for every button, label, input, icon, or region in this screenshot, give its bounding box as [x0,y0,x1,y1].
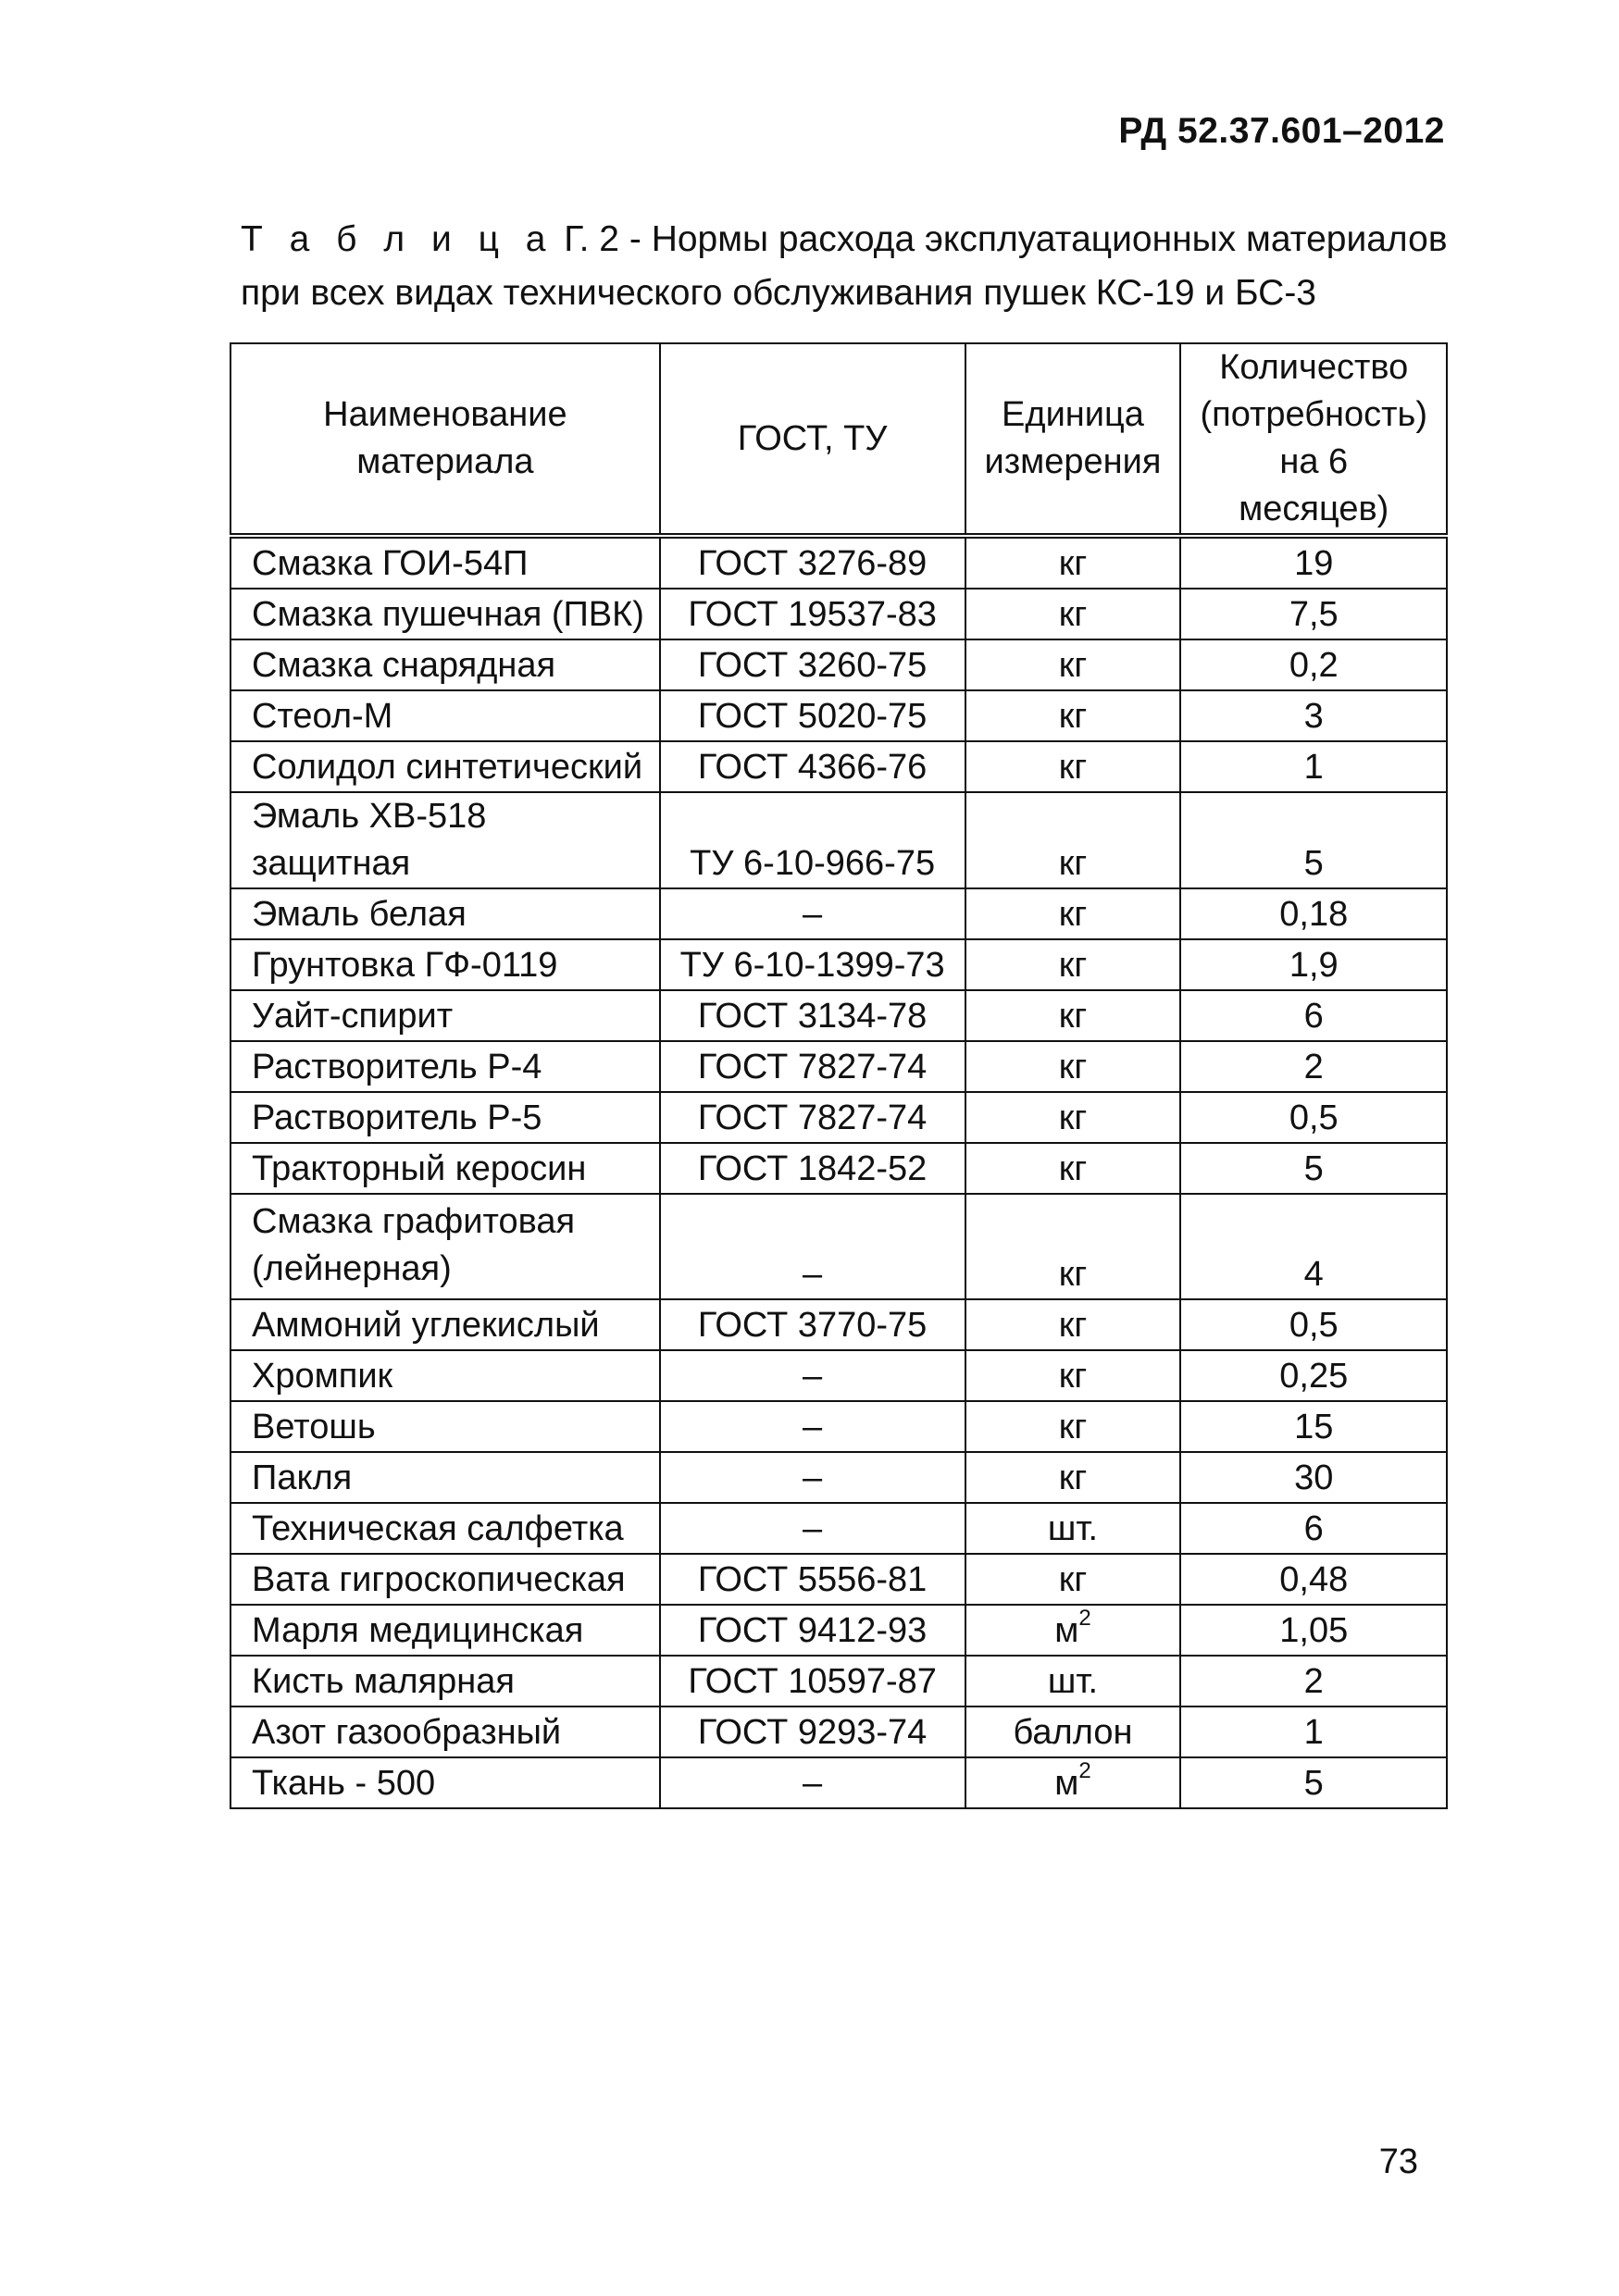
cell-quantity: 2 [1180,1656,1447,1706]
cell-unit [965,1194,1181,1299]
table-row [230,536,1447,589]
table-row [230,1656,1447,1706]
table-row [230,792,1447,888]
cell-unit [965,1041,1181,1092]
unit-text: кг [1058,1560,1088,1599]
table-row [230,1041,1447,1092]
cell-gost: ГОСТ 5556-81 [660,1554,965,1605]
cell-unit [965,639,1181,690]
cell-unit [965,1503,1181,1554]
cell-material-name: Смазка пушечная (ПВК) [230,589,660,639]
cell-unit [965,792,1181,888]
cell-gost: – [660,1350,965,1401]
cell-unit [965,690,1181,741]
table-row [230,1554,1447,1605]
cell-gost: ГОСТ 3134-78 [660,990,965,1041]
cell-quantity: 19 [1180,536,1447,589]
cell-unit [965,1605,1181,1656]
cell-unit [965,589,1181,639]
unit-text: кг [1058,1048,1088,1086]
unit-text: кг [1058,946,1088,985]
cell-unit [965,1143,1181,1194]
cell-unit [965,1350,1181,1401]
cell-material-name: Марля медицинская [230,1605,660,1656]
cell-material-name: Солидол синтетический [230,741,660,792]
cell-quantity: 3 [1180,690,1447,741]
unit-text: кг [1058,1458,1088,1497]
document-code: РД 52.37.601–2012 [1118,111,1445,151]
cell-quantity: 0,5 [1180,1299,1447,1350]
column-header-name: Наименование материала [230,343,660,536]
unit-text: кг [1058,697,1088,736]
cell-material-name: Аммоний углекислый [230,1299,660,1350]
unit-text: кг [1058,544,1088,583]
cell-material-name: Уайт-спирит [230,990,660,1041]
cell-unit [965,536,1181,589]
cell-gost: ГОСТ 10597-87 [660,1656,965,1706]
cell-material-name: Пакля [230,1452,660,1503]
cell-gost: – [660,1401,965,1452]
unit-text: кг [1058,1149,1088,1188]
cell-quantity: 1,9 [1180,939,1447,990]
unit-text: шт. [1047,1662,1099,1701]
cell-material-name: Тракторный керосин [230,1143,660,1194]
table-row [230,1452,1447,1503]
table-row [230,1350,1447,1401]
cell-gost: ГОСТ 9293-74 [660,1706,965,1757]
cell-gost: ГОСТ 4366-76 [660,741,965,792]
cell-quantity: 0,25 [1180,1350,1447,1401]
cell-quantity: 7,5 [1180,589,1447,639]
cell-material-name: Растворитель Р-4 [230,1041,660,1092]
cell-unit [965,1452,1181,1503]
unit-text: кг [1058,844,1088,883]
unit-text: кг [1058,1098,1088,1137]
unit-text: кг [1058,748,1088,787]
cell-material-name: Эмаль белая [230,888,660,939]
cell-quantity: 4 [1180,1194,1447,1299]
cell-gost: ГОСТ 3260-75 [660,639,965,690]
table-body [230,536,1447,1808]
table-row [230,1401,1447,1452]
unit-exponent: 2 [1078,1758,1091,1784]
cell-gost: ГОСТ 3276-89 [660,536,965,589]
materials-table [230,342,1448,1809]
table-row [230,1605,1447,1656]
cell-quantity: 0,48 [1180,1554,1447,1605]
cell-quantity: 1 [1180,1706,1447,1757]
table-row [230,589,1447,639]
cell-gost: – [660,1194,965,1299]
unit-text: кг [1058,997,1088,1036]
table-row [230,888,1447,939]
cell-quantity: 5 [1180,1757,1447,1808]
cell-material-name: Стеол-М [230,690,660,741]
caption-title: Нормы расхода эксплуатационных материалов при всех видах технического обслуживания пушек КС-19 и БС-3 [241,219,1448,313]
cell-unit [965,990,1181,1041]
cell-quantity: 6 [1180,990,1447,1041]
cell-gost: ТУ 6-10-966-75 [660,792,965,888]
cell-gost: ГОСТ 1842-52 [660,1143,965,1194]
cell-quantity: 30 [1180,1452,1447,1503]
cell-unit [965,1092,1181,1143]
cell-material-name: Эмаль ХВ-518 защитная [230,792,660,888]
column-header-unit: Единица измерения [965,343,1181,536]
unit-exponent: 2 [1078,1606,1091,1632]
table-row [230,741,1447,792]
unit-text: кг [1058,595,1088,634]
unit-text: баллон [1013,1713,1133,1752]
caption-number: Г. 2 [564,219,619,259]
cell-unit [965,1401,1181,1452]
table-row [230,1757,1447,1808]
cell-material-name: Растворитель Р-5 [230,1092,660,1143]
cell-material-name: Хромпик [230,1350,660,1401]
cell-gost: ГОСТ 9412-93 [660,1605,965,1656]
table-row [230,1503,1447,1554]
table-row [230,690,1447,741]
table-header-row [230,343,1447,536]
cell-unit [965,939,1181,990]
cell-quantity: 2 [1180,1041,1447,1092]
cell-gost: ГОСТ 19537-83 [660,589,965,639]
cell-material-name: Техническая салфетка [230,1503,660,1554]
table-row [230,1194,1447,1299]
unit-text: кг [1058,1408,1088,1446]
unit-text: м [1054,1611,1079,1650]
caption-label: Т а б л и ц а [241,219,554,259]
unit-text: кг [1058,895,1088,934]
cell-material-name: Ветошь [230,1401,660,1452]
column-header-quantity: Количество (потребность) на 6 месяцев) [1180,343,1447,536]
table-row [230,639,1447,690]
unit-text: м [1054,1764,1079,1803]
cell-quantity: 0,5 [1180,1092,1447,1143]
cell-material-name: Азот газообразный [230,1706,660,1757]
table-row [230,1706,1447,1757]
unit-text: кг [1058,646,1088,685]
cell-material-name: Смазка снарядная [230,639,660,690]
cell-material-name: Смазка графитовая (лейнерная) [230,1194,660,1299]
cell-unit [965,1656,1181,1706]
cell-gost: ГОСТ 7827-74 [660,1041,965,1092]
cell-gost: ТУ 6-10-1399-73 [660,939,965,990]
cell-unit [965,741,1181,792]
cell-gost: ГОСТ 7827-74 [660,1092,965,1143]
cell-unit [965,1757,1181,1808]
unit-text: шт. [1047,1509,1099,1548]
table-row [230,939,1447,990]
cell-gost: – [660,888,965,939]
cell-material-name: Ткань - 500 [230,1757,660,1808]
caption-separator: - [629,219,641,259]
cell-gost: – [660,1757,965,1808]
unit-text: кг [1058,1255,1088,1294]
cell-unit [965,1706,1181,1757]
page-number: 73 [1378,2142,1418,2181]
cell-gost: ГОСТ 3770-75 [660,1299,965,1350]
cell-gost: – [660,1503,965,1554]
table-row [230,1092,1447,1143]
unit-text: кг [1058,1306,1088,1345]
cell-quantity: 6 [1180,1503,1447,1554]
cell-quantity: 15 [1180,1401,1447,1452]
cell-quantity: 1,05 [1180,1605,1447,1656]
cell-gost: ГОСТ 5020-75 [660,690,965,741]
cell-material-name: Вата гигроскопическая [230,1554,660,1605]
table-row [230,1143,1447,1194]
cell-quantity: 5 [1180,792,1447,888]
cell-material-name: Кисть малярная [230,1656,660,1706]
table-row [230,1299,1447,1350]
cell-quantity: 0,18 [1180,888,1447,939]
cell-material-name: Смазка ГОИ-54П [230,536,660,589]
column-header-gost: ГОСТ, ТУ [660,343,965,536]
cell-quantity: 1 [1180,741,1447,792]
unit-text: кг [1058,1357,1088,1396]
table-row [230,990,1447,1041]
cell-quantity: 0,2 [1180,639,1447,690]
cell-material-name: Грунтовка ГФ-0119 [230,939,660,990]
cell-unit [965,888,1181,939]
cell-unit [965,1554,1181,1605]
cell-gost: – [660,1452,965,1503]
table-caption [241,213,1453,320]
cell-unit [965,1299,1181,1350]
cell-quantity: 5 [1180,1143,1447,1194]
